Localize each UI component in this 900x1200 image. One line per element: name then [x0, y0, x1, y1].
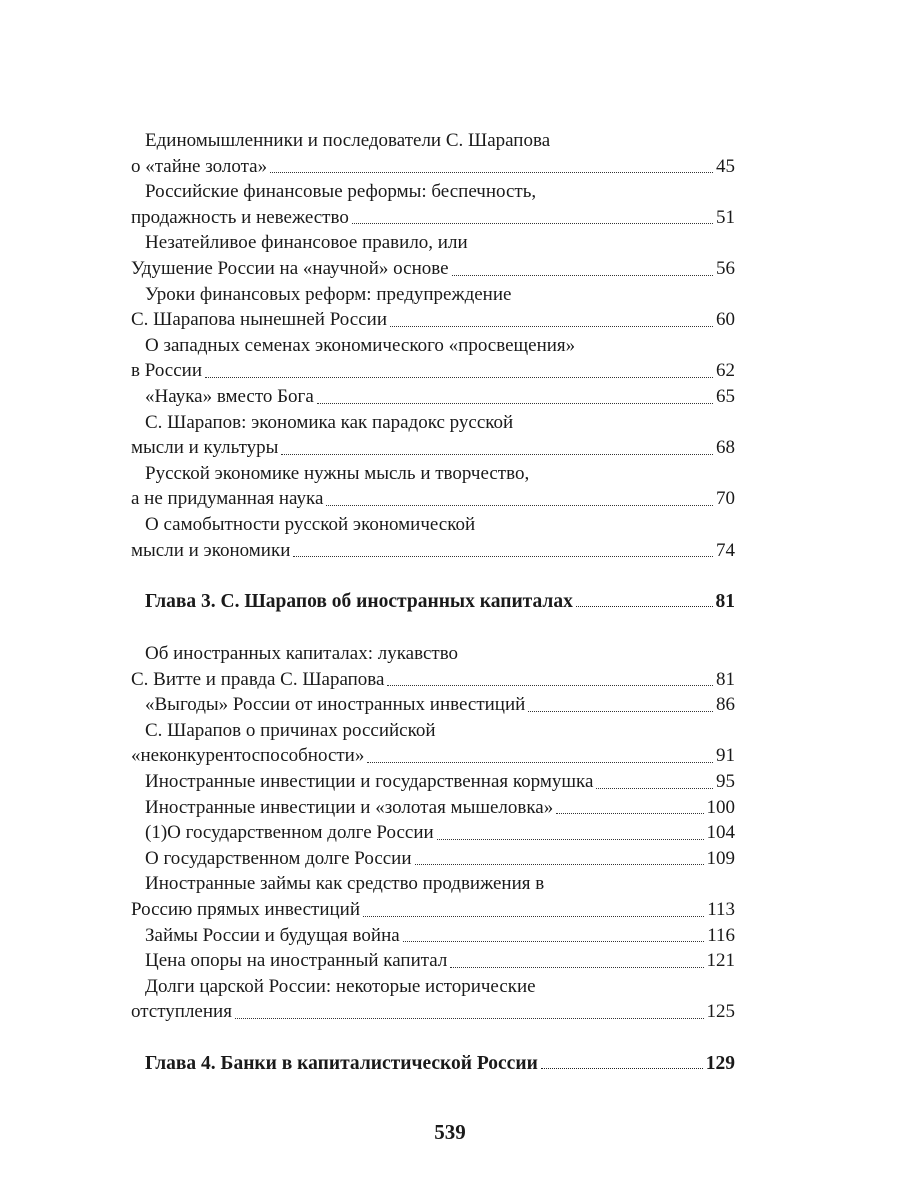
toc-entry[interactable] [131, 333, 735, 384]
dot-leader [452, 275, 713, 276]
entry-title-line: С. Шарапов: экономика как парадокс русской [145, 411, 514, 433]
entry-title-line: Единомышленники и последователи С. Шарапова [145, 130, 551, 151]
page-number: 86 [716, 694, 735, 716]
dot-leader [281, 454, 713, 455]
entry-title-continuation: мысли и культуры [131, 437, 279, 459]
page-number: 113 [707, 899, 735, 921]
toc-section-a [131, 128, 735, 563]
toc-entry[interactable] [131, 846, 735, 872]
page-number: 104 [706, 822, 735, 844]
entry-title-continuation: Россию прямых инвестиций [131, 899, 361, 921]
toc-entry[interactable] [131, 820, 735, 846]
page-number: 95 [716, 771, 735, 793]
dot-leader [326, 505, 713, 506]
entry-title: Займы России и будущая война [145, 924, 400, 946]
entry-title-line: Незатейливое финансовое правило, или [145, 232, 468, 254]
entry-title-continuation: отступления [131, 1001, 232, 1023]
page-number: 65 [716, 385, 735, 407]
toc-entry[interactable] [131, 974, 735, 1025]
table-of-contents [131, 128, 735, 1103]
dot-leader [403, 941, 705, 942]
chapter-title: Глава 3. С. Шарапов об иностранных капиталах [145, 591, 573, 613]
entry-title-line: С. Шарапов о причинах российской [145, 719, 436, 741]
chapter-title: Глава 4. Банки в капиталистической России [145, 1053, 538, 1074]
page-number: 51 [716, 206, 735, 228]
entry-title-continuation: в России [131, 360, 202, 382]
entry-title-line: Уроки финансовых реформ: предупреждение [145, 283, 512, 305]
entry-title-line: О самобытности русской экономической [145, 513, 476, 535]
page-number: 125 [706, 1001, 735, 1023]
entry-title-continuation: а не придуманная наука [131, 488, 324, 510]
entry-title-line: Русской экономике нужны мысль и творчество, [145, 462, 530, 484]
page-number: 70 [716, 488, 735, 510]
page-number: 68 [716, 437, 735, 459]
entry-title-line: О западных семенах экономического «просвещения» [145, 334, 576, 356]
entry-title-continuation: о «тайне золота» [131, 155, 268, 177]
entry-title-line: Долги царской России: некоторые исторические [145, 975, 536, 997]
page-number: 62 [716, 360, 735, 382]
entry-title-continuation: продажность и невежество [131, 206, 349, 228]
toc-section-b [131, 641, 735, 1025]
dot-leader [528, 711, 713, 712]
toc-entry[interactable] [131, 923, 735, 949]
entry-title: О государственном долге России [145, 847, 412, 869]
entry-title-continuation: С. Шарапова нынешней России [131, 309, 387, 331]
page-number: 60 [716, 309, 735, 331]
toc-entry[interactable] [131, 948, 735, 974]
toc-entry[interactable] [131, 871, 735, 922]
entry-title: Цена опоры на иностранный капитал [145, 950, 448, 972]
toc-entry[interactable] [131, 282, 735, 333]
dot-leader [415, 864, 704, 865]
toc-entry[interactable] [131, 718, 735, 769]
dot-leader [205, 377, 713, 378]
toc-entry[interactable] [131, 461, 735, 512]
page-number: 109 [706, 847, 735, 869]
page-number: 121 [706, 950, 735, 972]
page-folio: 539 [434, 1120, 466, 1144]
entry-title-continuation: «неконкурентоспособности» [131, 745, 365, 767]
page-number: 81 [715, 591, 735, 613]
dot-leader [367, 762, 713, 763]
page-number: 56 [716, 257, 735, 279]
toc-chapter-3[interactable] [131, 591, 735, 613]
page-number: 74 [716, 539, 735, 561]
entry-title-continuation: Удушение России на «научной» основе [131, 257, 449, 279]
dot-leader [596, 788, 713, 789]
page-number: 91 [716, 745, 735, 767]
toc-entry[interactable] [131, 179, 735, 230]
entry-title: Иностранные инвестиции и государственная кормушка [145, 771, 594, 793]
dot-leader [352, 223, 713, 224]
toc-entry[interactable] [131, 641, 735, 692]
entry-title: «Выгоды» России от иностранных инвестиций [145, 694, 526, 716]
toc-entry[interactable] [131, 512, 735, 563]
page-number: 116 [707, 924, 735, 946]
toc-entry[interactable] [131, 410, 735, 461]
toc-chapter-4[interactable] [131, 1053, 735, 1075]
dot-leader [437, 839, 704, 840]
toc-entry[interactable] [131, 230, 735, 281]
page-number: 129 [705, 1053, 735, 1074]
toc-entry[interactable] [131, 128, 735, 179]
page-number: 100 [706, 796, 735, 818]
entry-title: «Наука» вместо Бога [145, 385, 314, 407]
dot-leader [556, 813, 703, 814]
dot-leader [293, 556, 713, 557]
entry-title-line: Иностранные займы как средство продвижения в [145, 873, 545, 895]
dot-leader [387, 685, 713, 686]
page-number: 45 [716, 155, 735, 177]
dot-leader [576, 606, 713, 607]
dot-leader [390, 326, 713, 327]
dot-leader [541, 1068, 703, 1069]
dot-leader [270, 172, 713, 173]
toc-entry[interactable] [131, 795, 735, 821]
entry-title: Иностранные инвестиции и «золотая мышеловка» [145, 796, 554, 818]
entry-title: (1)О государственном долге России [145, 822, 434, 844]
page-number: 81 [716, 668, 735, 690]
toc-entry[interactable] [131, 384, 735, 410]
toc-entry[interactable] [131, 692, 735, 718]
dot-leader [450, 967, 703, 968]
dot-leader [317, 403, 713, 404]
toc-entry[interactable] [131, 769, 735, 795]
dot-leader [363, 916, 704, 917]
dot-leader [235, 1018, 704, 1019]
entry-title-line: Об иностранных капиталах: лукавство [145, 643, 459, 665]
entry-title-continuation: мысли и экономики [131, 539, 291, 561]
entry-title-continuation: С. Витте и правда С. Шарапова [131, 668, 385, 690]
entry-title-line: Российские финансовые реформы: беспечность, [145, 181, 537, 203]
